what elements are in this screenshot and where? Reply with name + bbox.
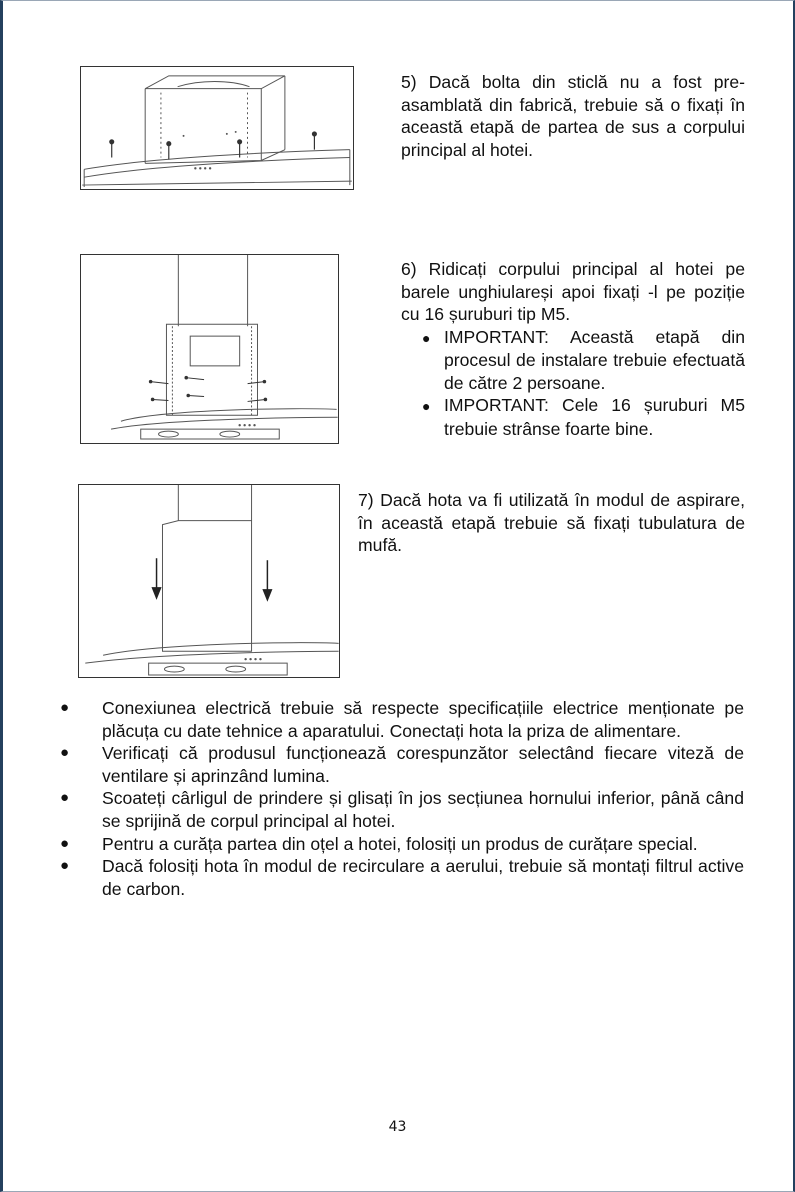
step-5-paragraph: 5) Dacă bolta din sticlă nu a fost pre-asamblată din fabrică, trebuie să o fixați în această etapă de partea de sus a corpului principal al hotei. [401,72,745,160]
list-item-text: Dacă folosiți hota în modul de recirculare a aerului, trebuie să montați filtrul active de carbon. [102,856,744,899]
list-item [60,697,744,742]
list-item-text: Scoateți cârligul de prindere și glisați în jos secțiunea hornului inferior, până când se sprijină de corpul principal al hotei. [102,788,744,831]
step-7-paragraph: 7) Dacă hota va fi utilizată în modul de aspirare, în această etapă trebuie să fixați tubulatura de mufă. [358,490,745,555]
list-item-text: Verificați că produsul funcționează corespunzător selectând fiecare viteză de ventilare și aprinzând lumina. [102,743,744,786]
step-6-important-2-text: IMPORTANT: Cele 16 șuruburi M5 trebuie strânse foarte bine. [444,395,745,439]
step-5-illustration [80,66,354,190]
step-6-paragraph: 6) Ridicați corpului principal al hotei pe barele unghiulareși apoi fixați -l pe poziție cu 16 șuruburi tip M5. [401,259,745,324]
step-6-illustration [80,254,339,444]
bullet-dot-icon: ● [60,857,70,875]
step-7-text [358,489,745,557]
step-6-important-1-text: IMPORTANT: Această etapă din procesul de instalare trebuie efectuată de către 2 persoane. [444,326,745,393]
list-item [60,787,744,832]
hood-glass-canopy-diagram [81,67,353,189]
list-item [60,742,744,787]
step-6-important-2 [401,394,745,440]
bullet-dot-icon: ● [60,789,70,807]
list-item-text: Pentru a curăța partea din oțel a hotei, folosiți un produs de curățare special. [102,833,698,854]
step-5-text [401,71,745,161]
list-item [60,855,744,900]
bullet-dot-icon: ● [422,398,431,414]
instructions-bullet-list [60,697,744,900]
hood-mounting-brackets-diagram [81,255,338,443]
page-number: 43 [388,1119,407,1135]
list-item [60,833,744,856]
step-7-illustration [78,484,340,678]
hood-chimney-duct-diagram [79,485,339,677]
bullet-dot-icon: ● [422,329,431,346]
bullet-dot-icon: ● [60,834,70,852]
bullet-dot-icon: ● [60,744,70,762]
list-item-text: Conexiunea electrică trebuie să respecte specificațiile electrice menționate pe plăcuța cu date tehnice a aparatului. Conectați hota la priza de alimentare. [102,698,744,741]
step-6-text [401,258,745,440]
step-6-important-1 [401,326,745,395]
bullet-dot-icon: ● [60,699,70,716]
